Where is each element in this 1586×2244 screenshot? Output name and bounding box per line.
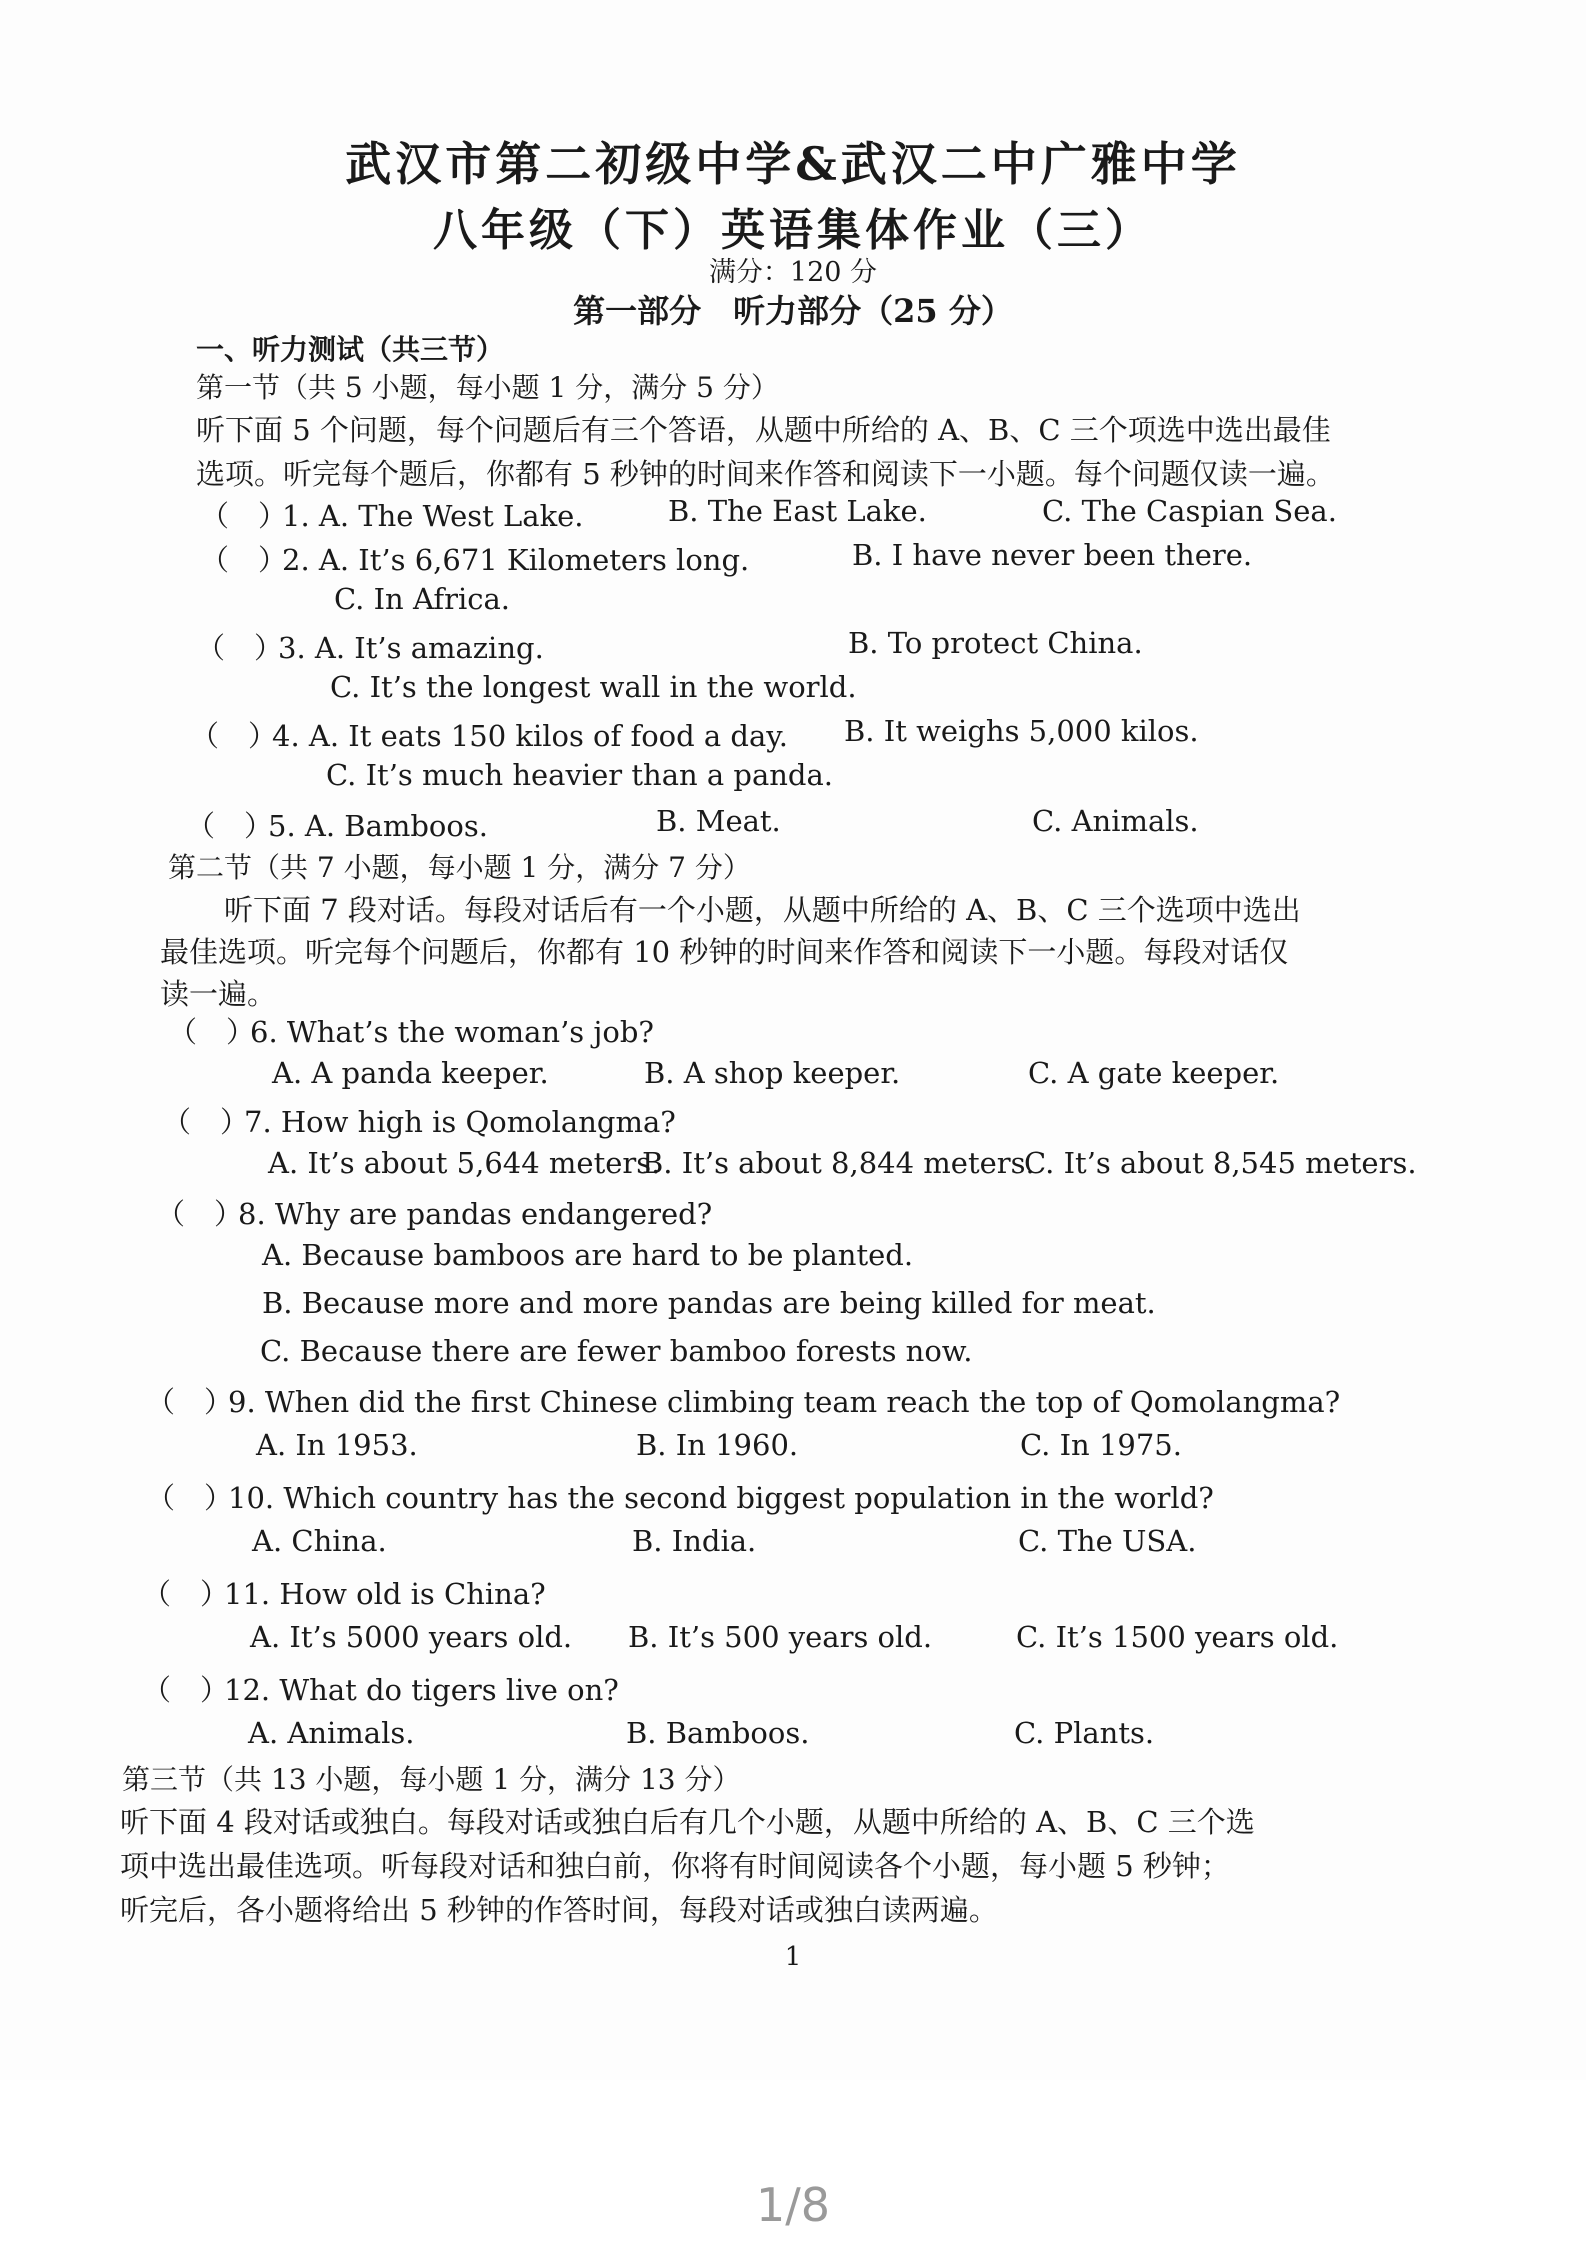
- question-item: [200, 494, 584, 535]
- question-option-b: B. It’s about 8,844 meters.: [642, 1146, 1035, 1180]
- section3-instruction-line: 听完后，各小题将给出 5 秒钟的作答时间，每段对话或独白读两遍。: [120, 1893, 998, 1927]
- question-option-b: B. I have never been there.: [852, 538, 1253, 572]
- answer-bracket: （ ）: [190, 719, 278, 753]
- answer-bracket: （ ）: [168, 1015, 256, 1049]
- question-option-b: B. Meat.: [656, 804, 781, 838]
- question-option-b: B. It weighs 5,000 kilos.: [844, 714, 1199, 748]
- question-item: [142, 1668, 619, 1709]
- question-option-c: C. Because there are fewer bamboo forests now.: [260, 1334, 973, 1368]
- question-stem: 11. How old is China?: [224, 1577, 546, 1611]
- question-option-c: C. The Caspian Sea.: [1042, 494, 1337, 528]
- page-number: 1: [784, 1942, 802, 1972]
- full-score: 满分：120 分: [708, 257, 878, 288]
- question-option-b: B. Bamboos.: [626, 1716, 810, 1750]
- question-option-c: C. A gate keeper.: [1028, 1056, 1280, 1090]
- answer-bracket: （ ）: [146, 1385, 234, 1419]
- answer-bracket: （ ）: [146, 1481, 234, 1515]
- answer-bracket: （ ）: [196, 631, 284, 665]
- question-stem: 10. Which country has the second biggest population in the world?: [228, 1481, 1214, 1515]
- question-option-c: C. Plants.: [1014, 1716, 1155, 1750]
- answer-bracket: （ ）: [186, 809, 274, 843]
- section2-instruction-line: 听下面 7 段对话。每段对话后有一个小题，从题中所给的 A、B、C 三个选项中选出: [224, 893, 1301, 927]
- question-option-c: C. It’s about 8,545 meters.: [1024, 1146, 1417, 1180]
- question-option-b: B. In 1960.: [636, 1428, 799, 1462]
- section2-instruction-line: 最佳选项。听完每个问题后，你都有 10 秒钟的时间来作答和阅读下一小题。每段对话仅: [160, 935, 1289, 969]
- question-option-a: A. It’s about 5,644 meters.: [268, 1146, 661, 1180]
- question-option-b: B. India.: [632, 1524, 757, 1558]
- question-option-a: 1. A. The West Lake.: [282, 499, 584, 533]
- question-option-c: C. The USA.: [1018, 1524, 1197, 1558]
- answer-bracket: （ ）: [156, 1197, 244, 1231]
- question-option-b: B. It’s 500 years old.: [628, 1620, 933, 1654]
- question-item: [156, 1192, 712, 1233]
- question-item: [142, 1572, 546, 1613]
- question-item: [190, 714, 788, 755]
- section2-instruction-line: 读一遍。: [160, 977, 277, 1011]
- answer-bracket: （ ）: [142, 1577, 230, 1611]
- question-stem: 9. When did the first Chinese climbing team reach the top of Qomolangma?: [228, 1385, 1341, 1419]
- exam-title: 八年级（下）英语集体作业（三）: [433, 205, 1153, 256]
- page-indicator: 1/8: [755, 2178, 831, 2232]
- question-item: [146, 1380, 1340, 1421]
- question-option-a: A. A panda keeper.: [272, 1056, 549, 1090]
- question-option-b: B. To protect China.: [848, 626, 1143, 660]
- question-item: [196, 626, 544, 667]
- question-option-a: A. Animals.: [248, 1716, 415, 1750]
- section1-instruction-line: 选项。听完每个题后，你都有 5 秒钟的时间来作答和阅读下一小题。每个问题仅读一遍。: [196, 457, 1335, 491]
- question-option-a: 3. A. It’s amazing.: [278, 631, 544, 665]
- question-stem: 8. Why are pandas endangered?: [238, 1197, 713, 1231]
- question-option-c: C. It’s the longest wall in the world.: [330, 670, 857, 704]
- question-option-a: A. Because bamboos are hard to be planted.: [262, 1238, 914, 1272]
- section-main-heading: 一、听力测试（共三节）: [196, 333, 505, 366]
- answer-bracket: （ ）: [142, 1673, 230, 1707]
- section3-instruction-line: 项中选出最佳选项。听每段对话和独白前，你将有时间阅读各个小题，每小题 5 秒钟；: [120, 1849, 1230, 1883]
- question-option-c: C. In Africa.: [334, 582, 510, 616]
- question-option-a: 5. A. Bamboos.: [268, 809, 488, 843]
- section3-heading: 第三节（共 13 小题，每小题 1 分，满分 13 分）: [122, 1763, 741, 1796]
- question-option-b: B. A shop keeper.: [644, 1056, 901, 1090]
- question-item: [146, 1476, 1214, 1517]
- question-option-c: C. It’s much heavier than a panda.: [326, 758, 833, 792]
- answer-bracket: （ ）: [200, 543, 288, 577]
- answer-bracket: （ ）: [162, 1105, 250, 1139]
- question-option-a: A. China.: [252, 1524, 387, 1558]
- question-option-c: C. Animals.: [1032, 804, 1199, 838]
- part-title: 第一部分 听力部分（25 分）: [573, 292, 1013, 330]
- section2-heading: 第二节（共 7 小题，每小题 1 分，满分 7 分）: [168, 851, 751, 884]
- question-option-a: A. In 1953.: [256, 1428, 418, 1462]
- section1-heading: 第一节（共 5 小题，每小题 1 分，满分 5 分）: [196, 371, 779, 404]
- answer-bracket: （ ）: [200, 499, 288, 533]
- question-option-a: 4. A. It eats 150 kilos of food a day.: [272, 719, 789, 753]
- question-item: [186, 804, 488, 845]
- question-option-b: B. The East Lake.: [668, 494, 927, 528]
- school-title: 武汉市第二初级中学&武汉二中广雅中学: [345, 137, 1241, 191]
- question-option-b: B. Because more and more pandas are being killed for meat.: [262, 1286, 1156, 1320]
- question-stem: 6. What’s the woman’s job?: [250, 1015, 654, 1049]
- question-item: [200, 538, 749, 579]
- section3-instruction-line: 听下面 4 段对话或独白。每段对话或独白后有几个小题，从题中所给的 A、B、C 三个选: [120, 1805, 1255, 1839]
- question-option-a: 2. A. It’s 6,671 Kilometers long.: [282, 543, 750, 577]
- section1-instruction-line: 听下面 5 个问题，每个问题后有三个答语，从题中所给的 A、B、C 三个项选中选出最佳: [196, 413, 1331, 447]
- question-stem: 12. What do tigers live on?: [224, 1673, 619, 1707]
- question-item: [168, 1010, 654, 1051]
- question-stem: 7. How high is Qomolangma?: [244, 1105, 676, 1139]
- question-option-c: C. It’s 1500 years old.: [1016, 1620, 1339, 1654]
- question-option-a: A. It’s 5000 years old.: [250, 1620, 573, 1654]
- question-option-c: C. In 1975.: [1020, 1428, 1182, 1462]
- question-item: [162, 1100, 676, 1141]
